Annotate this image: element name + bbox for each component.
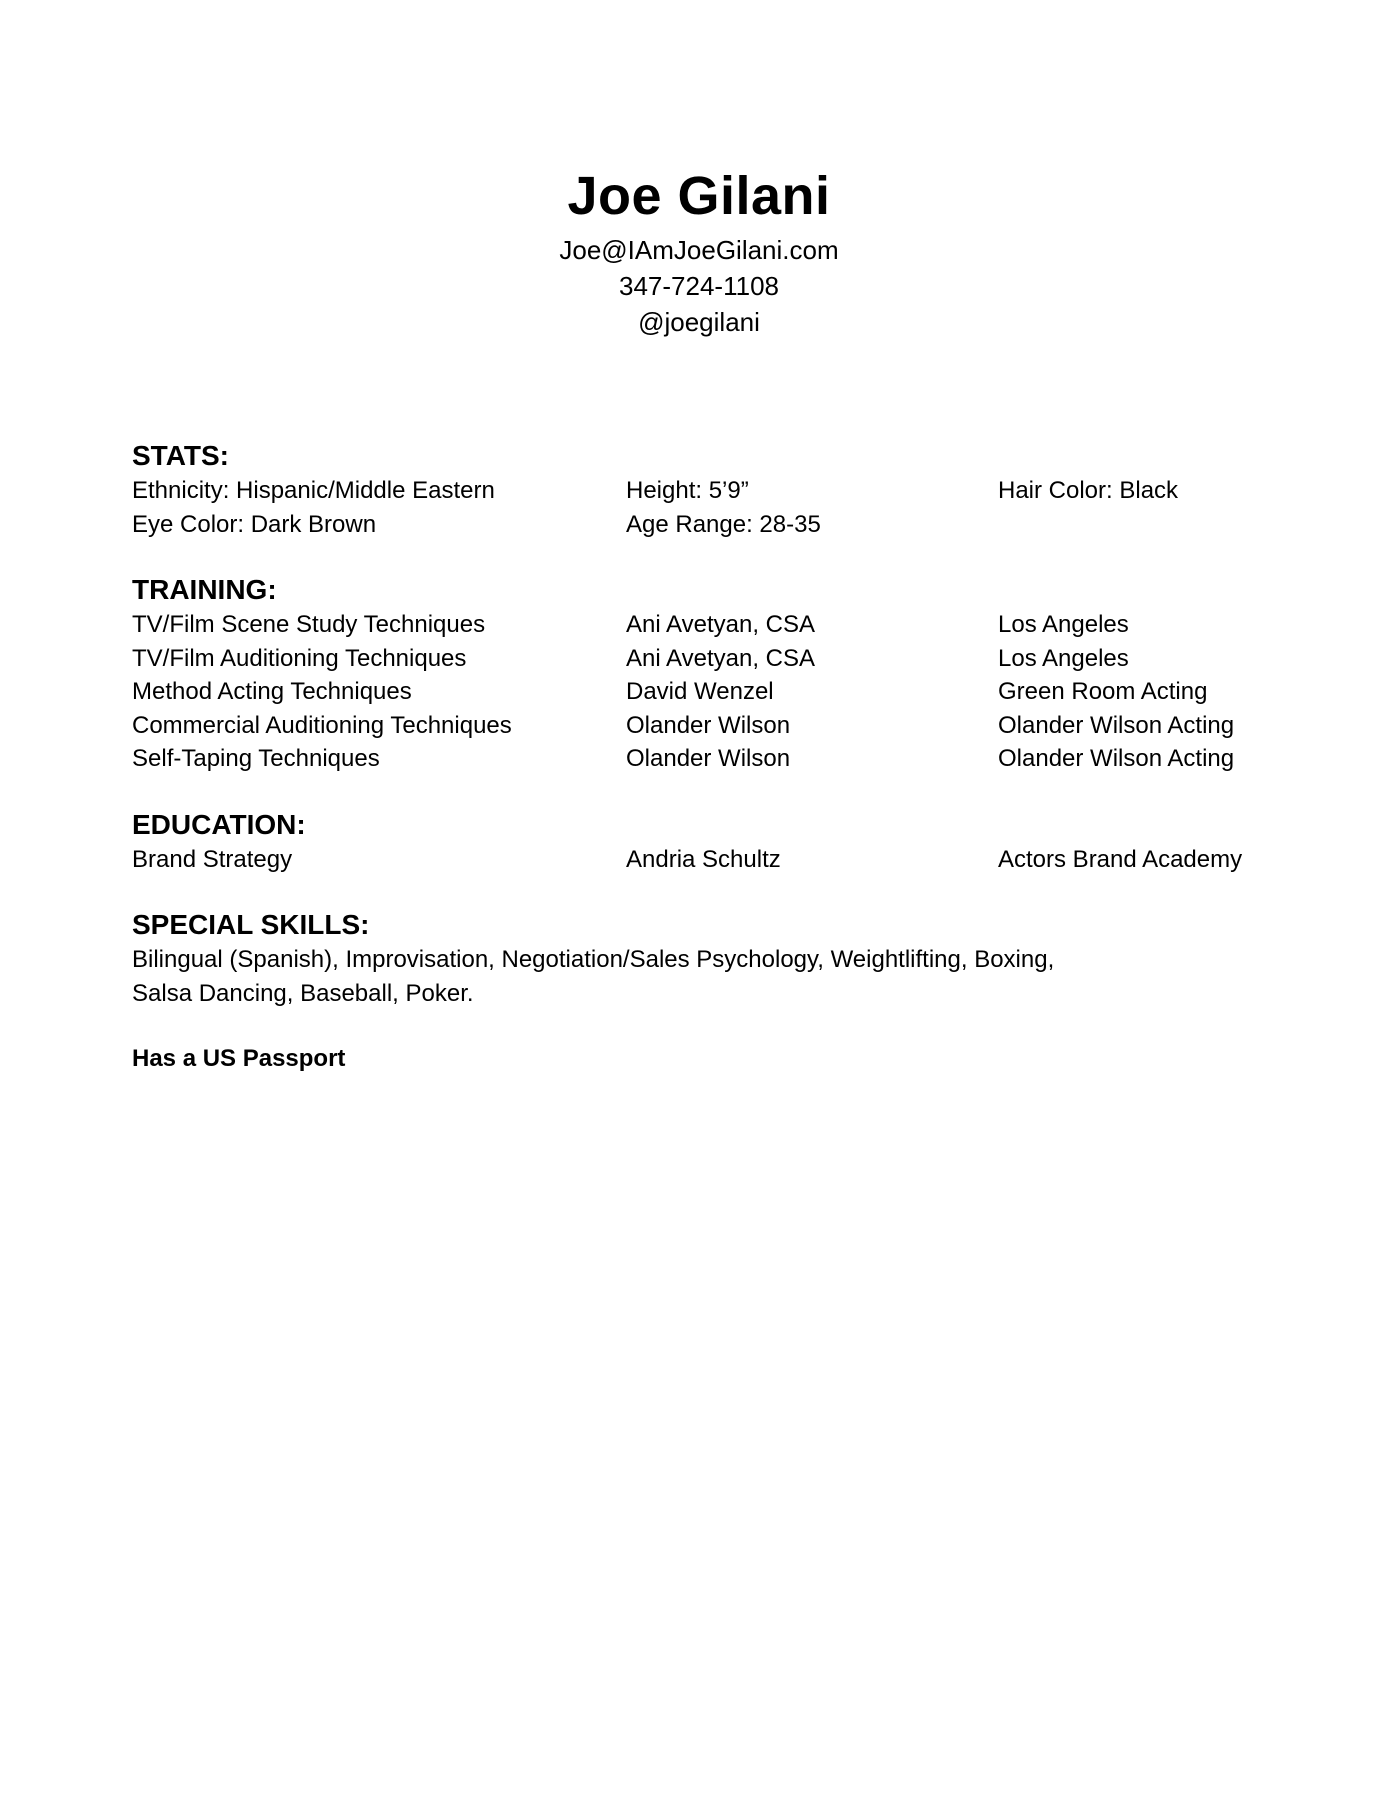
training-instructor: Ani Avetyan, CSA bbox=[626, 644, 815, 672]
applicant-name: Joe Gilani bbox=[567, 166, 831, 226]
training-instructor: Ani Avetyan, CSA bbox=[626, 611, 815, 638]
email-address: Joe@IAmJoeGilani.com bbox=[559, 235, 839, 265]
training-row bbox=[132, 709, 1282, 743]
training-location: Olander Wilson Acting bbox=[998, 745, 1235, 772]
training-title: TRAINING: bbox=[132, 574, 277, 605]
stats-cell bbox=[998, 508, 1282, 542]
resume-header bbox=[0, 160, 1398, 340]
education-institution: Actors Brand Academy bbox=[998, 845, 1243, 873]
education-section bbox=[132, 807, 1282, 877]
stats-title: STATS: bbox=[132, 440, 229, 471]
special-skills-line: Bilingual (Spanish), Improvisation, Negotiation/Sales Psychology, Weightlifting, Boxing, bbox=[132, 946, 1055, 973]
training-course: Self-Taping Techniques bbox=[132, 745, 380, 772]
training-instructor: Olander Wilson bbox=[626, 745, 791, 772]
training-course: TV/Film Scene Study Techniques bbox=[132, 611, 486, 638]
stats-section bbox=[132, 438, 1282, 541]
training-course: Commercial Auditioning Techniques bbox=[132, 711, 512, 739]
education-course: Brand Strategy bbox=[132, 845, 293, 873]
section-spacer bbox=[132, 776, 1282, 807]
stats-cell: Height: 5’9” bbox=[626, 477, 749, 504]
education-instructor: Andria Schultz bbox=[626, 845, 781, 873]
stats-row bbox=[132, 474, 1282, 508]
training-row bbox=[132, 675, 1282, 709]
phone-number: 347-724-1108 bbox=[619, 271, 779, 301]
education-title: EDUCATION: bbox=[132, 808, 306, 840]
training-row bbox=[132, 642, 1282, 676]
training-location: Olander Wilson Acting bbox=[998, 711, 1235, 739]
training-location: Green Room Acting bbox=[998, 678, 1208, 705]
training-instructor: Olander Wilson bbox=[626, 711, 791, 739]
section-spacer bbox=[132, 876, 1282, 907]
training-instructor: David Wenzel bbox=[626, 678, 774, 705]
training-section bbox=[132, 572, 1282, 776]
training-course: TV/Film Auditioning Techniques bbox=[132, 644, 467, 672]
special-skills-line: Salsa Dancing, Baseball, Poker. bbox=[132, 979, 474, 1007]
stats-row bbox=[132, 508, 1282, 542]
passport-note: Has a US Passport bbox=[132, 1045, 346, 1072]
social-handle: @joegilani bbox=[638, 307, 760, 337]
education-row bbox=[132, 843, 1282, 877]
stats-cell: Eye Color: Dark Brown bbox=[132, 510, 377, 538]
section-spacer bbox=[132, 541, 1282, 572]
training-location: Los Angeles bbox=[998, 644, 1129, 672]
stats-cell: Age Range: 28-35 bbox=[626, 510, 821, 538]
training-row bbox=[132, 742, 1282, 776]
stats-cell: Ethnicity: Hispanic/Middle Eastern bbox=[132, 477, 495, 504]
training-row bbox=[132, 608, 1282, 642]
stats-cell: Hair Color: Black bbox=[998, 477, 1179, 504]
resume-body bbox=[132, 438, 1282, 1075]
special-skills-title: SPECIAL SKILLS: bbox=[132, 909, 370, 940]
training-location: Los Angeles bbox=[998, 611, 1129, 638]
special-skills-section bbox=[132, 907, 1282, 1010]
training-course: Method Acting Techniques bbox=[132, 678, 412, 705]
